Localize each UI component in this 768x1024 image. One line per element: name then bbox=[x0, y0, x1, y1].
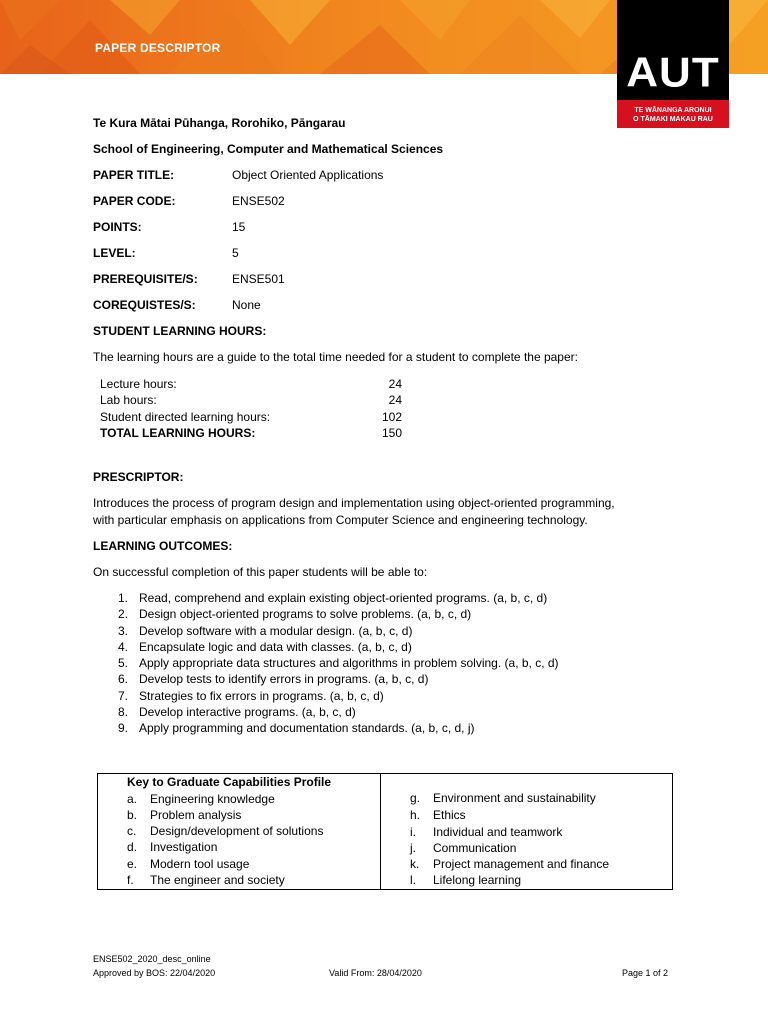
hours-label-lecture: Lecture hours: bbox=[100, 377, 177, 391]
learning-hours-intro: The learning hours are a guide to the total time needed for a student to complete the paper: bbox=[93, 350, 578, 364]
capability-letter: h. bbox=[410, 808, 421, 822]
field-value-corequisites: None bbox=[232, 298, 261, 312]
capability-text: Engineering knowledge bbox=[150, 792, 275, 806]
capability-letter: i. bbox=[410, 825, 416, 839]
capability-letter: a. bbox=[127, 792, 138, 806]
outcome-number: 7. bbox=[117, 689, 128, 703]
school-name: School of Engineering, Computer and Mathematical Sciences bbox=[93, 142, 444, 156]
capability-letter: b. bbox=[127, 808, 138, 822]
outcome-text: Strategies to fix errors in programs. (a, b, c, d) bbox=[139, 689, 384, 703]
field-label-points: POINTS: bbox=[93, 220, 142, 234]
outcome-text: Develop interactive programs. (a, b, c, d) bbox=[139, 705, 356, 719]
outcome-text: Apply programming and documentation standards. (a, b, c, d, j) bbox=[139, 721, 475, 735]
footer-approved: Approved by BOS: 22/04/2020 bbox=[93, 968, 216, 978]
capability-letter: f. bbox=[127, 873, 134, 887]
capability-text: Investigation bbox=[150, 840, 218, 854]
capability-text: Project management and finance bbox=[433, 857, 610, 871]
field-value-paper-code: ENSE502 bbox=[232, 194, 285, 208]
outcome-number: 9. bbox=[117, 721, 128, 735]
capability-text: Ethics bbox=[433, 808, 466, 822]
field-value-paper-title: Object Oriented Applications bbox=[232, 168, 384, 182]
learning-hours-heading: STUDENT LEARNING HOURS: bbox=[93, 324, 267, 338]
capability-text: Modern tool usage bbox=[150, 857, 250, 871]
outcome-number: 3. bbox=[117, 624, 128, 638]
logo-subtitle-1: TE WĀNANGA ARONUI bbox=[634, 107, 712, 114]
prescriptor-heading: PRESCRIPTOR: bbox=[93, 470, 184, 484]
footer-page-number: Page 1 of 2 bbox=[622, 968, 669, 978]
outcome-text: Develop tests to identify errors in programs. (a, b, c, d) bbox=[139, 672, 429, 686]
footer-valid-from: Valid From: 28/04/2020 bbox=[329, 968, 422, 978]
capability-letter: e. bbox=[127, 857, 138, 871]
key-column-divider bbox=[380, 774, 381, 889]
hours-label-lab: Lab hours: bbox=[100, 393, 157, 407]
outcome-text: Read, comprehend and explain existing object-oriented programs. (a, b, c, d) bbox=[139, 591, 548, 605]
outcome-number: 4. bbox=[117, 640, 128, 654]
logo-subtitle-2: O TĀMAKI MAKAU RAU bbox=[633, 116, 713, 123]
banner-title: PAPER DESCRIPTOR bbox=[95, 41, 221, 55]
capability-letter: c. bbox=[127, 824, 137, 838]
outcome-number: 2. bbox=[117, 607, 128, 621]
outcome-number: 1. bbox=[117, 591, 128, 605]
field-value-points: 15 bbox=[232, 220, 246, 234]
capability-text: Environment and sustainability bbox=[433, 791, 596, 805]
capability-letter: d. bbox=[127, 840, 138, 854]
outcomes-intro: On successful completion of this paper students will be able to: bbox=[93, 565, 428, 579]
field-label-paper-code: PAPER CODE: bbox=[93, 194, 176, 208]
outcome-text: Design object-oriented programs to solve problems. (a, b, c, d) bbox=[139, 607, 472, 621]
field-value-prerequisites: ENSE501 bbox=[232, 272, 285, 286]
field-label-prerequisites: PREREQUISITE/S: bbox=[93, 272, 198, 286]
capability-text: The engineer and society bbox=[150, 873, 285, 887]
hours-value-lab: 24 bbox=[388, 393, 402, 407]
capability-text: Communication bbox=[433, 841, 517, 855]
outcome-text: Apply appropriate data structures and algorithms in problem solving. (a, b, c, d) bbox=[139, 656, 559, 670]
hours-value-student-directed: 102 bbox=[381, 410, 402, 424]
capability-text: Individual and teamwork bbox=[433, 825, 563, 839]
faculty-name: Te Kura Mātai Pūhanga, Rorohiko, Pāngarau bbox=[93, 116, 346, 130]
outcome-number: 6. bbox=[117, 672, 128, 686]
hours-value-lecture: 24 bbox=[388, 377, 402, 391]
field-label-level: LEVEL: bbox=[93, 246, 136, 260]
capability-text: Lifelong learning bbox=[433, 873, 522, 887]
field-value-level: 5 bbox=[232, 246, 239, 260]
outcome-number: 8. bbox=[117, 705, 128, 719]
hours-label-total: TOTAL LEARNING HOURS: bbox=[100, 426, 256, 440]
logo-bar bbox=[617, 100, 729, 128]
capabilities-heading: Key to Graduate Capabilities Profile bbox=[127, 775, 332, 789]
aut-logo bbox=[617, 0, 729, 128]
capability-letter: j. bbox=[410, 841, 416, 855]
capability-letter: l. bbox=[410, 873, 416, 887]
outcomes-heading: LEARNING OUTCOMES: bbox=[93, 539, 233, 553]
outcome-text: Develop software with a modular design. (a, b, c, d) bbox=[139, 624, 413, 638]
capability-letter: g. bbox=[410, 791, 421, 805]
hours-label-student-directed: Student directed learning hours: bbox=[100, 410, 271, 424]
footer-doc-id: ENSE502_2020_desc_online bbox=[93, 954, 211, 964]
logo-text: AUT bbox=[626, 49, 720, 96]
capability-text: Design/development of solutions bbox=[150, 824, 324, 838]
prescriptor-line-2: with particular emphasis on applications from Computer Science and engineering technology. bbox=[93, 513, 588, 527]
field-label-paper-title: PAPER TITLE: bbox=[93, 168, 175, 182]
field-label-corequisites: COREQUISTES/S: bbox=[93, 298, 196, 312]
capability-letter: k. bbox=[410, 857, 420, 871]
outcome-text: Encapsulate logic and data with classes. (a, b, c, d) bbox=[139, 640, 412, 654]
capability-text: Problem analysis bbox=[150, 808, 242, 822]
capabilities-key-box bbox=[97, 773, 673, 890]
outcome-number: 5. bbox=[117, 656, 128, 670]
prescriptor-line-1: Introduces the process of program design and implementation using object-oriented programming, bbox=[93, 496, 615, 510]
hours-value-total: 150 bbox=[381, 426, 402, 440]
